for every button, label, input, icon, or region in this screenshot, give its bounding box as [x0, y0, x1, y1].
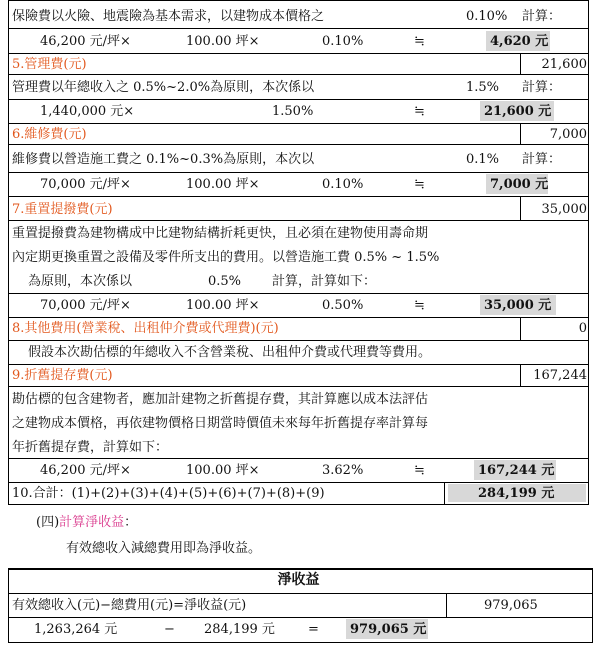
approx-symbol: ≒ — [414, 34, 425, 49]
depreciation-reserve-factor-1: 46,200 元/坪× — [40, 463, 131, 478]
maintenance-fee-factor-2: 100.00 坪× — [186, 177, 260, 192]
net-income-total-expense: 284,199 元 — [204, 622, 275, 637]
replacement-reserve-factor-3: 0.50% — [322, 298, 364, 313]
management-fee-result: 21,600 元 — [484, 104, 552, 119]
net-income-total-income: 1,263,264 元 — [34, 622, 118, 637]
approx-symbol: ≒ — [414, 298, 425, 313]
maintenance-fee-value: 7,000 — [549, 127, 587, 142]
depreciation-reserve-text-line-2: 之建物成本價格，再依建物價格日期當時價值未來每年折舊提存率計算每 — [12, 416, 429, 431]
maintenance-fee-title: 6.維修費(元) — [12, 127, 87, 142]
replacement-reserve-text-line-2: 內定期更換重置之設備及零件所支出的費用。以營造施工費 0.5% ~ 1.5% — [12, 250, 440, 265]
replacement-reserve-title: 7.重置提撥費(元) — [12, 202, 113, 217]
other-fees-title: 8.其他費用(營業稅、出租仲介費或代理費)(元) — [12, 321, 279, 336]
net-income-value: 979,065 — [484, 598, 538, 613]
total-expense-label: 10.合計：(1)+(2)+(3)+(4)+(5)+(6)+(7)+(8)+(9) — [12, 486, 325, 501]
depreciation-reserve-text-line-3: 年折舊提存費，計算如下： — [12, 440, 169, 455]
management-fee-rate: 1.5% — [466, 80, 500, 95]
depreciation-reserve-value: 167,244 — [533, 368, 587, 383]
management-fee-calc-label: 計算： — [522, 80, 562, 95]
management-fee-factor-1: 1,440,000 元× — [40, 104, 135, 119]
maintenance-fee-result: 7,000 元 — [490, 177, 549, 192]
insurance-calc-label: 計算： — [522, 9, 562, 24]
approx-symbol: ≒ — [414, 177, 425, 192]
depreciation-reserve-text-line-1: 勘估標的包含建物者，應加計建物之折舊提存費，其計算應以成本法評估 — [12, 392, 429, 407]
maintenance-fee-calc-label: 計算： — [522, 152, 562, 167]
management-fee-description: 管理費以年總收入之 0.5%~2.0%為原則，本次係以 — [12, 80, 315, 95]
maintenance-fee-rate: 0.1% — [466, 152, 500, 167]
insurance-factor-1: 46,200 元/坪× — [40, 34, 131, 49]
section-4-description: 有效總收入減總費用即為淨收益。 — [66, 541, 262, 556]
section-4-prefix: (四) — [36, 515, 60, 530]
maintenance-fee-description: 維修費以營造施工費之 0.1%~0.3%為原則，本次以 — [12, 152, 315, 167]
replacement-reserve-result: 35,000 元 — [484, 298, 552, 313]
other-fees-value: 0 — [578, 321, 587, 336]
depreciation-reserve-factor-3: 3.62% — [322, 463, 364, 478]
other-fees-description: 假設本次勘估標的年總收入不含營業稅、出租仲介費或代理費等費用。 — [28, 345, 432, 360]
equals-symbol: = — [308, 622, 319, 637]
minus-symbol: − — [164, 622, 175, 637]
insurance-factor-3: 0.10% — [322, 34, 364, 49]
replacement-reserve-text-line-1: 重置提撥費為建物構成中比建物結構折耗更快，且必須在建物使用壽命期 — [12, 226, 429, 241]
net-income-header: 淨收益 — [277, 572, 320, 588]
replacement-reserve-factor-2: 100.00 坪× — [186, 298, 260, 313]
maintenance-fee-factor-3: 0.10% — [322, 177, 364, 192]
depreciation-reserve-result: 167,244 元 — [478, 463, 555, 478]
approx-symbol: ≒ — [414, 463, 425, 478]
section-4-title: 計算淨收益 — [59, 515, 125, 530]
total-expense-result: 284,199 元 — [478, 486, 555, 501]
depreciation-reserve-factor-2: 100.00 坪× — [186, 463, 260, 478]
management-fee-factor-2: 1.50% — [272, 104, 314, 119]
replacement-reserve-rate: 0.5% — [208, 274, 242, 289]
insurance-factor-2: 100.00 坪× — [186, 34, 260, 49]
net-income-result: 979,065 元 — [350, 622, 427, 637]
insurance-rate: 0.10% — [466, 9, 508, 24]
replacement-reserve-text-line-3c: 計算，計算如下： — [272, 274, 377, 289]
insurance-description: 保險費以火險、地震險為基本需求，以建物成本價格之 — [12, 9, 325, 24]
replacement-reserve-text-line-3a: 為原則，本次係以 — [28, 274, 133, 289]
maintenance-fee-factor-1: 70,000 元/坪× — [40, 177, 131, 192]
approx-symbol: ≒ — [414, 104, 425, 119]
insurance-result: 4,620 元 — [490, 34, 549, 49]
section-4-heading — [36, 515, 137, 531]
depreciation-reserve-title: 9.折舊提存費(元) — [12, 368, 113, 383]
management-fee-title: 5.管理費(元) — [12, 57, 87, 72]
management-fee-value: 21,600 — [541, 57, 587, 72]
replacement-reserve-factor-1: 70,000 元/坪× — [40, 298, 131, 313]
net-income-formula: 有效總收入(元)−總費用(元)=淨收益(元) — [12, 598, 247, 613]
section-4-colon: ： — [124, 515, 138, 530]
replacement-reserve-value: 35,000 — [541, 202, 587, 217]
